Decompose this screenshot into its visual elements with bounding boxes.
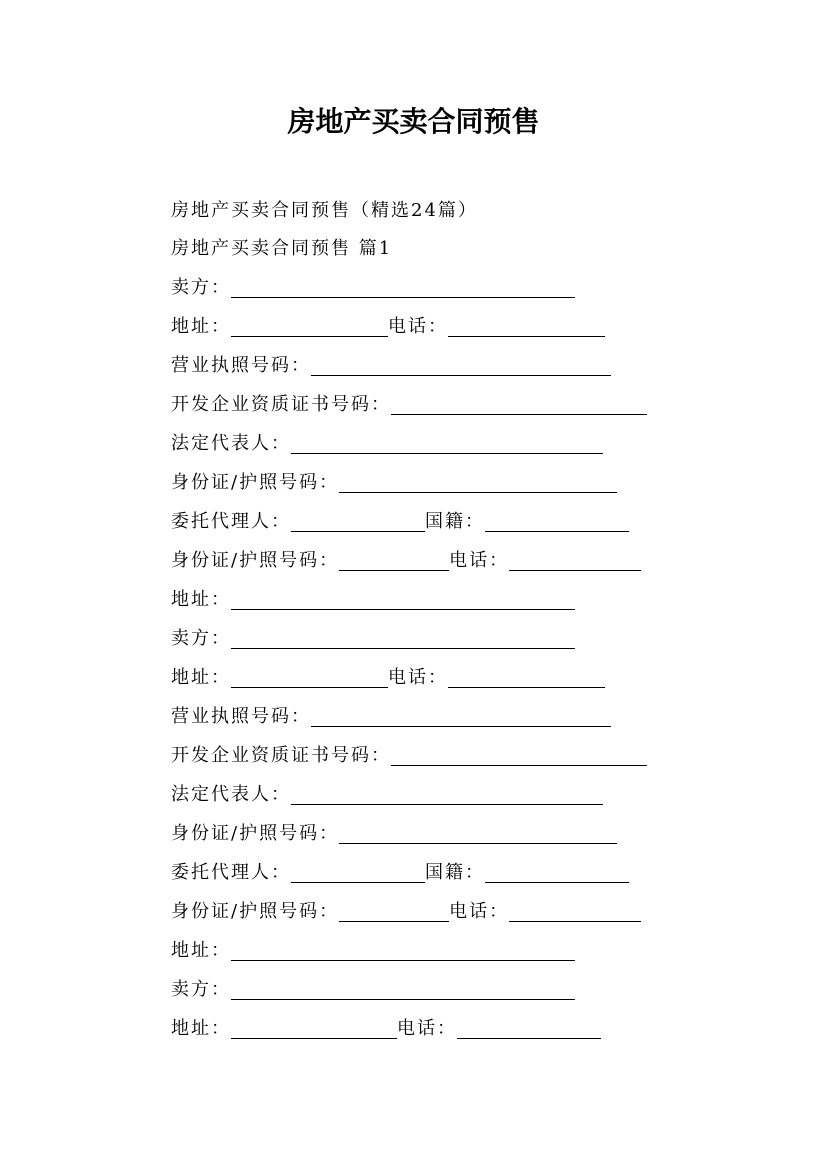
address-label: 地址：: [171, 667, 231, 688]
seller-label: 卖方：: [171, 277, 231, 298]
phone-label: 电话：: [449, 550, 510, 571]
address-phone-line: [171, 312, 605, 342]
agent-label: 委托代理人：: [171, 862, 291, 883]
id-blank[interactable]: [339, 468, 617, 493]
license-blank[interactable]: [311, 351, 611, 376]
phone-label: 电话：: [388, 667, 448, 688]
nationality-label: 国籍：: [425, 511, 485, 532]
seller-blank[interactable]: [231, 624, 575, 649]
nationality-blank[interactable]: [485, 507, 629, 532]
legal-rep-label: 法定代表人：: [171, 784, 291, 805]
section-heading-line: [171, 234, 392, 264]
phone-label: 电话：: [449, 901, 510, 922]
qualification-line: [171, 741, 647, 771]
license-line: [171, 702, 611, 732]
id-line: [171, 468, 617, 498]
address-blank[interactable]: [231, 312, 388, 337]
address-blank[interactable]: [231, 936, 575, 961]
subtitle: 房地产买卖合同预售（精选24篇）: [171, 200, 478, 221]
agent-blank[interactable]: [291, 858, 425, 883]
license-label: 营业执照号码：: [171, 355, 311, 376]
qualification-label: 开发企业资质证书号码：: [171, 394, 391, 415]
id-label: 身份证/护照号码：: [171, 550, 340, 571]
address-phone-line: [171, 663, 605, 693]
seller-blank[interactable]: [231, 273, 575, 298]
id-blank[interactable]: [339, 546, 449, 571]
qualification-blank[interactable]: [391, 741, 647, 766]
address-label: 地址：: [171, 1018, 231, 1039]
agent-blank[interactable]: [291, 507, 425, 532]
seller-line: [171, 273, 575, 303]
license-blank[interactable]: [311, 702, 611, 727]
id-line: [171, 819, 617, 849]
id-phone-line: [171, 897, 641, 927]
address-blank[interactable]: [231, 663, 388, 688]
address-line: [171, 936, 575, 966]
phone-blank[interactable]: [509, 546, 641, 571]
section-heading: 房地产买卖合同预售 篇1: [171, 238, 393, 259]
id-blank[interactable]: [339, 897, 449, 922]
address-line: [171, 585, 575, 615]
id-label: 身份证/护照号码：: [171, 823, 340, 844]
seller-line: [171, 975, 575, 1005]
seller-line: [171, 624, 575, 654]
address-label: 地址：: [171, 940, 231, 961]
phone-blank[interactable]: [457, 1014, 601, 1039]
document-title: 房地产买卖合同预售: [287, 105, 540, 138]
phone-blank[interactable]: [509, 897, 641, 922]
id-phone-line: [171, 546, 641, 576]
phone-blank[interactable]: [448, 663, 605, 688]
id-label: 身份证/护照号码：: [171, 901, 340, 922]
nationality-blank[interactable]: [485, 858, 629, 883]
qualification-blank[interactable]: [391, 390, 647, 415]
phone-label: 电话：: [397, 1018, 457, 1039]
qualification-label: 开发企业资质证书号码：: [171, 745, 391, 766]
id-label: 身份证/护照号码：: [171, 472, 340, 493]
qualification-line: [171, 390, 647, 420]
legal-rep-line: [171, 429, 603, 459]
seller-label: 卖方：: [171, 628, 231, 649]
phone-blank[interactable]: [448, 312, 605, 337]
address-blank[interactable]: [231, 585, 575, 610]
legal-rep-blank[interactable]: [291, 429, 603, 454]
address-label: 地址：: [171, 589, 231, 610]
phone-label: 电话：: [388, 316, 448, 337]
seller-label: 卖方：: [171, 979, 231, 1000]
seller-blank[interactable]: [231, 975, 575, 1000]
legal-rep-line: [171, 780, 603, 810]
nationality-label: 国籍：: [425, 862, 485, 883]
subtitle-line: [171, 196, 478, 226]
license-line: [171, 351, 611, 381]
agent-line: [171, 507, 629, 537]
legal-rep-blank[interactable]: [291, 780, 603, 805]
id-blank[interactable]: [339, 819, 617, 844]
license-label: 营业执照号码：: [171, 706, 311, 727]
agent-line: [171, 858, 629, 888]
address-phone-line: [171, 1014, 601, 1044]
legal-rep-label: 法定代表人：: [171, 433, 291, 454]
address-blank[interactable]: [231, 1014, 397, 1039]
agent-label: 委托代理人：: [171, 511, 291, 532]
address-label: 地址：: [171, 316, 231, 337]
